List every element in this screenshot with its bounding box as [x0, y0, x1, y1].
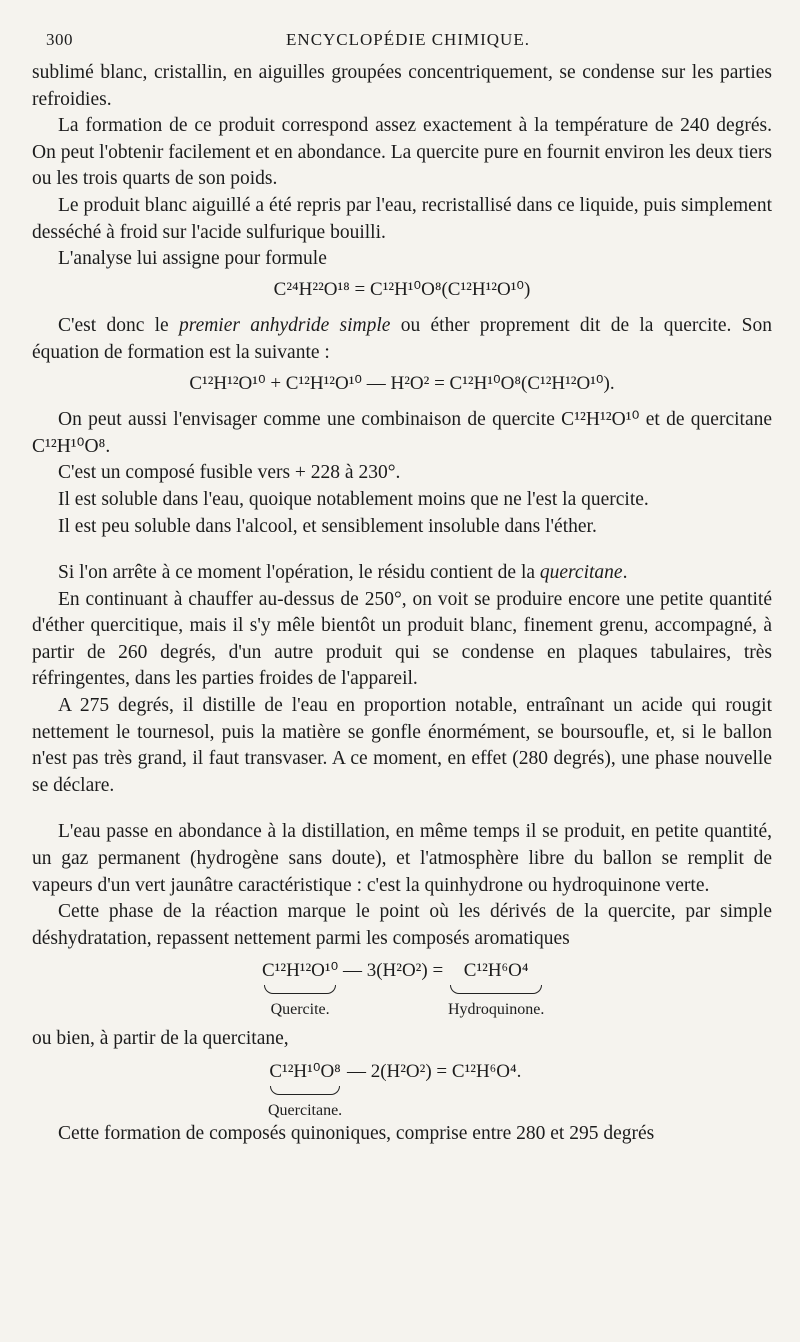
- equation-with-labels: [32, 1053, 772, 1121]
- equation: C²⁴H²²O¹⁸ = C¹²H¹⁰O⁸(C¹²H¹²O¹⁰): [273, 278, 531, 300]
- paragraph: La formation de ce produit correspond assez exactement à la température de 240 degrés. On peut l'obtenir facilement et en abondance. La quercite pure en fournit environ les deux tiers ou les trois quarts de son poids.: [32, 115, 772, 190]
- formula-label: Quercitane.: [268, 1101, 343, 1119]
- text-run: ou éther proprement dit de la quercite. Son équation de formation est la suivante :: [32, 315, 772, 363]
- formula: C¹²H¹²O¹⁰: [262, 960, 339, 982]
- formula: — 2(H²O²) = C¹²H⁶O⁴.: [342, 1061, 522, 1082]
- formula: ¹²H¹⁰O⁸.: [45, 435, 111, 457]
- formula: C¹²H⁶O⁴: [463, 960, 529, 982]
- brace-group-hydroquinone: [448, 958, 544, 1023]
- running-title: ENCYCLOPÉDIE CHIMIQUE.: [286, 30, 530, 49]
- paragraph: A 275 degrés, il distille de l'eau en proportion notable, entraînant un acide qui rougit nettement le tournesol, puis la matière se gonfle énormément, se boursoufle, et, si le ballon n'est pas très grand, il faut transvaser. A ce moment, en effet (280 degrés), une phase nouvelle se déclare.: [32, 695, 772, 796]
- spacer: [32, 540, 772, 560]
- paragraph: L'eau passe en abondance à la distillation, en même temps il se produit, en petite quantité, un gaz permanent (hydrogène sans doute), et l'atmosphère libre du ballon se remplit de vapeurs d'un vert jaunâtre caractéristique : c'est la quinhydrone ou hydroquinone verte.: [32, 821, 772, 896]
- brace-group-quercitane: [268, 1059, 342, 1124]
- brace-group-quercite: [262, 958, 338, 1023]
- page-body: [32, 60, 772, 1148]
- text-run: Si l'on arrête à ce moment l'opération, le résidu contient de la: [58, 562, 540, 584]
- emphasis: premier anhydride simple: [178, 315, 391, 337]
- paragraph: [32, 313, 772, 366]
- equation-with-labels: [32, 952, 772, 1026]
- paragraph: sublimé blanc, cristallin, en aiguilles groupées concentriquement, se condense sur les parties refroidies.: [32, 62, 772, 110]
- paragraph: Il est soluble dans l'eau, quoique notablement moins que ne l'est la quercite.: [58, 488, 649, 510]
- formula: C¹²H¹⁰O⁸: [269, 1061, 341, 1082]
- text-run: On peut aussi l'envisager comme une combinaison de quercite C: [58, 409, 575, 431]
- page-number: 300: [46, 30, 73, 49]
- paragraph: C'est un composé fusible vers + 228 à 230°.: [58, 462, 401, 484]
- text-run: .: [622, 562, 628, 584]
- underbrace: [264, 985, 336, 994]
- paragraph: Cette phase de la réaction marque le point où les dérivés de la quercite, par simple déshydratation, repassent nettement parmi les composés aromatiques: [32, 901, 772, 949]
- spacer: [32, 799, 772, 819]
- paragraph: Le produit blanc aiguillé a été repris par l'eau, recristallisé dans ce liquide, puis simplement desséché à froid sur l'acide sulfurique bouilli.: [32, 194, 772, 243]
- formula: ¹²H¹²O¹⁰: [574, 409, 640, 431]
- paragraph: Cette formation de composés quinoniques, comprise entre 280 et 295 degrés: [58, 1123, 655, 1144]
- paragraph: [32, 560, 772, 587]
- page-header: [46, 30, 770, 56]
- equation: C¹²H¹²O¹⁰ + C¹²H¹²O¹⁰ — H²O² = C¹²H¹⁰O⁸(C¹²H¹²O¹⁰).: [189, 372, 615, 394]
- paragraph: ou bien, à partir de la quercitane,: [32, 1028, 289, 1050]
- underbrace: [270, 1086, 340, 1095]
- text-run: et de quercitane C: [32, 409, 772, 457]
- emphasis: quercitane: [539, 562, 623, 584]
- formula: — 3(H²O²) =: [338, 960, 448, 982]
- text-run: C'est donc le: [58, 315, 179, 337]
- underbrace: [450, 985, 542, 994]
- paragraph: Il est peu soluble dans l'alcool, et sensiblement insoluble dans l'éther.: [58, 515, 597, 537]
- paragraph: L'analyse lui assigne pour formule: [58, 248, 327, 270]
- formula-label: Hydroquinone.: [447, 1001, 545, 1018]
- paragraph: [32, 407, 772, 460]
- formula-label: Quercite.: [270, 1001, 330, 1018]
- paragraph: En continuant à chauffer au-dessus de 250°, on voit se produire encore une petite quantité d'éther quercitique, mais il s'y mêle bientôt un produit blanc, finement grenu, accompagné, à partir de 260 degrés, d'un autre produit qui se condense en plaques tabulaires, très réfringentes, dans les parties froides de l'appareil.: [32, 588, 772, 690]
